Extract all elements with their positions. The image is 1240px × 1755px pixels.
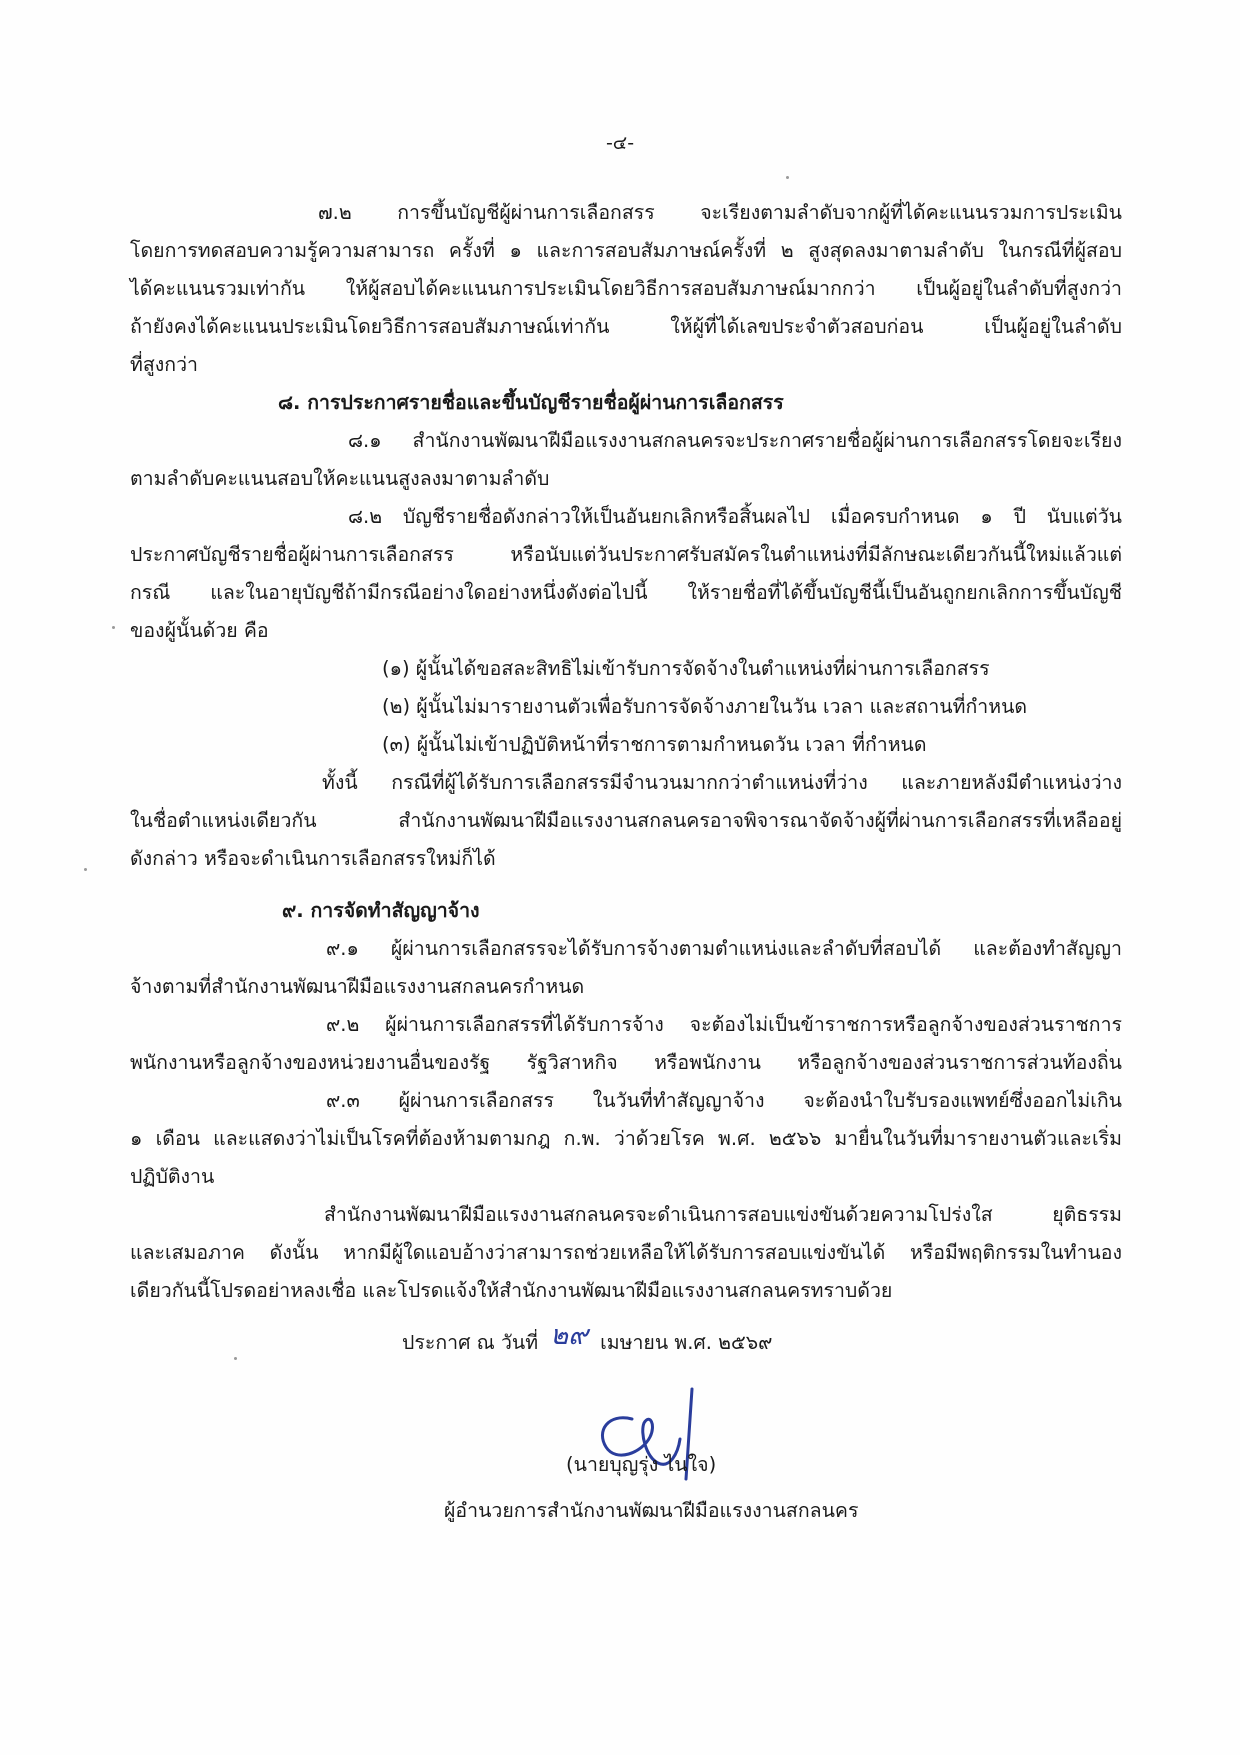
paragraph-9-1-line-1: ๙.๑ ผู้ผ่านการเลือกสรรจะได้รับการจ้างตามตำแหน่งและลำดับที่สอบได้ และต้องทำสัญญา <box>326 937 1122 960</box>
announce-prefix: ประกาศ ณ วันที่ <box>402 1331 539 1354</box>
paragraph-9-3-line-1: ๙.๓ ผู้ผ่านการเลือกสรร ในวันที่ทำสัญญาจ้าง จะต้องนำใบรับรองแพทย์ซึ่งออกไม่เกิน <box>326 1089 1122 1112</box>
paragraph-7-2-line-1: ๗.๒ การขึ้นบัญชีผู้ผ่านการเลือกสรร จะเรียงตามลำดับจากผู้ที่ได้คะแนนรวมการประเมิน <box>318 201 1122 224</box>
paragraph-9-2-line-2: พนักงานหรือลูกจ้างของหน่วยงานอื่นของรัฐ รัฐวิสาหกิจ หรือพนักงาน หรือลูกจ้างของส่วนราชการส่วนท้องถิ่น <box>130 1051 1122 1074</box>
closing-line-1: สำนักงานพัฒนาฝีมือแรงงานสกลนครจะดำเนินการสอบแข่งขันด้วยความโปร่งใส ยุติธรรม <box>324 1203 1122 1226</box>
paragraph-7-2-line-4: ถ้ายังคงได้คะแนนประเมินโดยวิธีการสอบสัมภาษณ์เท่ากัน ให้ผู้ที่ได้เลขประจำตัวสอบก่อน เป็นผู้อยู่ในลำดับ <box>130 315 1122 338</box>
signatory-position: ผู้อำนวยการสำนักงานพัฒนาฝีมือแรงงานสกลนคร <box>444 1499 859 1522</box>
signatory-name: (นายบุญรุ่ง ไนใจ) <box>566 1453 717 1476</box>
handwritten-day: ๒๙ <box>550 1320 588 1351</box>
list-item-3: (๓) ผู้นั้นไม่เข้าปฏิบัติหน้าที่ราชการตามกำหนดวัน เวลา ที่กำหนด <box>382 733 927 756</box>
scan-speck <box>786 176 789 179</box>
closing-line-2: และเสมอภาค ดังนั้น หากมีผู้ใดแอบอ้างว่าสามารถช่วยเหลือให้ได้รับการสอบแข่งขันได้ หรือมีพฤติกรรมในทำนอง <box>130 1241 1122 1264</box>
paragraph-9-3-line-2: ๑ เดือน และแสดงว่าไม่เป็นโรคที่ต้องห้ามตามกฎ ก.พ. ว่าด้วยโรค พ.ศ. ๒๕๖๖ มายื่นในวันที่มารายงานตัวและเริ่ม <box>130 1127 1122 1150</box>
scan-speck <box>234 1357 237 1360</box>
scan-speck <box>84 868 87 871</box>
paragraph-9-3-line-3: ปฏิบัติงาน <box>130 1165 215 1188</box>
section-9-heading: ๙. การจัดทำสัญญาจ้าง <box>282 899 480 922</box>
paragraph-7-2-line-2: โดยการทดสอบความรู้ความสามารถ ครั้งที่ ๑ และการสอบสัมภาษณ์ครั้งที่ ๒ สูงสุดลงมาตามลำดับ ในกรณีที่ผู้สอบ <box>130 239 1122 262</box>
paragraph-8-2-line-2: ประกาศบัญชีรายชื่อผู้ผ่านการเลือกสรร หรือนับแต่วันประกาศรับสมัครในตำแหน่งที่มีลักษณะเดียวกันนี้ใหม่แล้วแต่ <box>130 543 1122 566</box>
scan-speck <box>112 626 115 629</box>
section-8-heading: ๘. การประกาศรายชื่อและขึ้นบัญชีรายชื่อผู้ผ่านการเลือกสรร <box>278 391 784 414</box>
paragraph-8-2-line-1: ๘.๒ บัญชีรายชื่อดังกล่าวให้เป็นอันยกเลิกหรือสิ้นผลไป เมื่อครบกำหนด ๑ ปี นับแต่วัน <box>348 505 1122 528</box>
paragraph-9-1-line-2: จ้างตามที่สำนักงานพัฒนาฝีมือแรงงานสกลนครกำหนด <box>130 975 585 998</box>
paragraph-8-1-line-2: ตามลำดับคะแนนสอบให้คะแนนสูงลงมาตามลำดับ <box>130 467 550 490</box>
paragraph-8-note-line-3: ดังกล่าว หรือจะดำเนินการเลือกสรรใหม่ก็ได้ <box>130 847 496 870</box>
announce-suffix: เมษายน พ.ศ. ๒๕๖๙ <box>600 1331 773 1354</box>
paragraph-8-1-line-1: ๘.๑ สำนักงานพัฒนาฝีมือแรงงานสกลนครจะประกาศรายชื่อผู้ผ่านการเลือกสรรโดยจะเรียง <box>348 429 1122 452</box>
closing-line-3: เดียวกันนี้โปรดอย่าหลงเชื่อ และโปรดแจ้งให้สำนักงานพัฒนาฝีมือแรงงานสกลนครทราบด้วย <box>130 1279 893 1302</box>
paragraph-8-note-line-2: ในชื่อตำแหน่งเดียวกัน สำนักงานพัฒนาฝีมือแรงงานสกลนครอาจพิจารณาจัดจ้างผู้ที่ผ่านการเลือกสรรที่เหลืออยู่ <box>130 809 1122 832</box>
paragraph-7-2-line-5: ที่สูงกว่า <box>130 353 198 376</box>
list-item-2: (๒) ผู้นั้นไม่มารายงานตัวเพื่อรับการจัดจ้างภายในวัน เวลา และสถานที่กำหนด <box>382 695 1028 718</box>
paragraph-7-2-line-3: ได้คะแนนรวมเท่ากัน ให้ผู้สอบได้คะแนนการประเมินโดยวิธีการสอบสัมภาษณ์มากกว่า เป็นผู้อยู่ในลำดับที่สูงกว่า <box>130 277 1122 300</box>
announce-date <box>402 1320 773 1358</box>
paragraph-8-2-line-3: กรณี และในอายุบัญชีถ้ามีกรณีอย่างใดอย่างหนึ่งดังต่อไปนี้ ให้รายชื่อที่ได้ขึ้นบัญชีนี้เป็นอันถูกยกเลิกการขึ้นบัญชี <box>130 581 1122 604</box>
list-item-1: (๑) ผู้นั้นได้ขอสละสิทธิไม่เข้ารับการจัดจ้างในตำแหน่งที่ผ่านการเลือกสรร <box>382 657 990 680</box>
paragraph-8-2-line-4: ของผู้นั้นด้วย คือ <box>130 619 269 642</box>
paragraph-9-2-line-1: ๙.๒ ผู้ผ่านการเลือกสรรที่ได้รับการจ้าง จะต้องไม่เป็นข้าราชการหรือลูกจ้างของส่วนราชการ <box>326 1013 1122 1036</box>
paragraph-8-note-line-1: ทั้งนี้ กรณีที่ผู้ได้รับการเลือกสรรมีจำนวนมากกว่าตำแหน่งที่ว่าง และภายหลังมีตำแหน่งว่าง <box>322 771 1122 794</box>
page-number: -๔- <box>605 132 635 154</box>
